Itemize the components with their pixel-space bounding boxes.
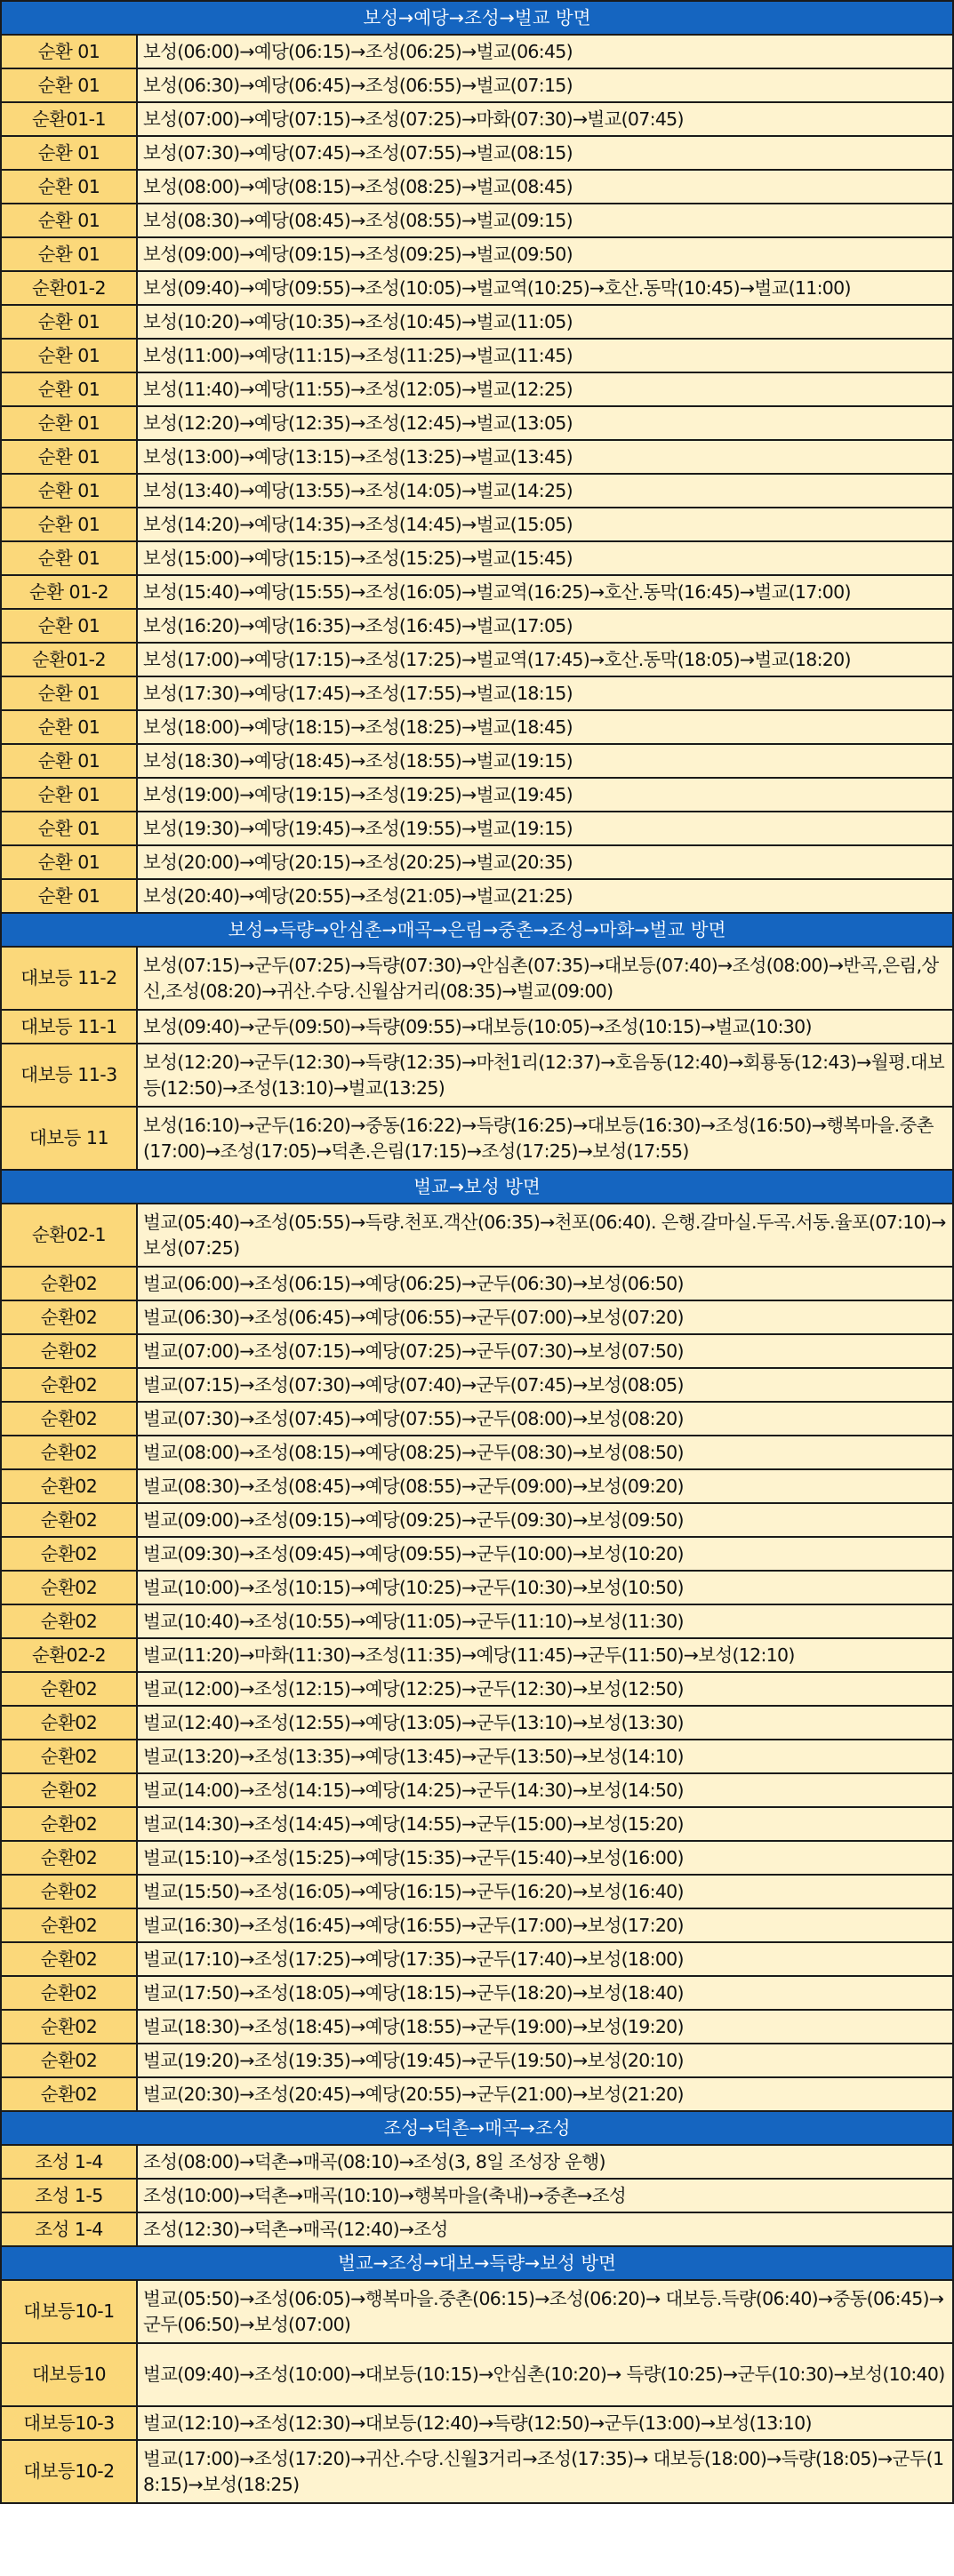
route-schedule: 보성(09:40)→예당(09:55)→조성(10:05)→벌교역(10:25)→호산.동막(10:45)→벌교(11:00)	[137, 271, 953, 305]
table-row	[1, 1740, 953, 1773]
route-name: 조성 1-4	[1, 2212, 137, 2246]
route-name: 순환 01	[1, 609, 137, 643]
route-schedule: 보성(20:00)→예당(20:15)→조성(20:25)→벌교(20:35)	[137, 845, 953, 879]
route-schedule: 벌교(14:30)→조성(14:45)→예당(14:55)→군두(15:00)→보성(15:20)	[137, 1807, 953, 1841]
route-name: 순환 01	[1, 372, 137, 406]
table-row	[1, 1204, 953, 1267]
route-schedule: 보성(20:40)→예당(20:55)→조성(21:05)→벌교(21:25)	[137, 879, 953, 913]
table-row	[1, 1267, 953, 1300]
route-name: 순환 01	[1, 440, 137, 474]
table-row	[1, 474, 953, 508]
table-row	[1, 1942, 953, 1976]
route-schedule: 보성(16:10)→군두(16:20)→중동(16:22)→득량(16:25)→대보등(16:30)→조성(16:50)→행복마을.중촌(17:00)→조성(17:05)→덕촌.은림(17:15)→조성(17:25)→보성(17:55)	[137, 1107, 953, 1170]
route-name: 대보등 11-3	[1, 1044, 137, 1107]
route-name: 순환02	[1, 1334, 137, 1368]
table-row	[1, 1571, 953, 1604]
table-row	[1, 136, 953, 170]
table-row	[1, 1638, 953, 1672]
table-row	[1, 1469, 953, 1503]
table-row	[1, 1875, 953, 1908]
route-schedule: 보성(06:00)→예당(06:15)→조성(06:25)→벌교(06:45)	[137, 35, 953, 68]
table-row	[1, 676, 953, 710]
table-row	[1, 643, 953, 676]
section-title: 벌교→조성→대보→득량→보성 방면	[1, 2246, 953, 2280]
table-row	[1, 2179, 953, 2212]
table-row	[1, 1334, 953, 1368]
table-row	[1, 1107, 953, 1170]
route-name: 순환02	[1, 1875, 137, 1908]
route-name: 순환02	[1, 1537, 137, 1571]
route-schedule: 벌교(09:00)→조성(09:15)→예당(09:25)→군두(09:30)→보성(09:50)	[137, 1503, 953, 1537]
route-schedule: 벌교(15:10)→조성(15:25)→예당(15:35)→군두(15:40)→보성(16:00)	[137, 1841, 953, 1875]
route-name: 순환 01	[1, 35, 137, 68]
section-header-row	[1, 2111, 953, 2145]
table-row	[1, 2280, 953, 2343]
route-schedule: 벌교(17:00)→조성(17:20)→귀산.수당.신월3거리→조성(17:35)→ 대보등(18:00)→득량(18:05)→군두(18:15)→보성(18:25)	[137, 2440, 953, 2503]
table-row	[1, 68, 953, 102]
timetable-body	[1, 1, 953, 2503]
route-name: 순환 01	[1, 541, 137, 575]
route-name: 순환 01	[1, 170, 137, 204]
route-schedule: 벌교(09:30)→조성(09:45)→예당(09:55)→군두(10:00)→보성(10:20)	[137, 1537, 953, 1571]
table-row	[1, 2077, 953, 2111]
route-name: 순환 01	[1, 474, 137, 508]
route-name: 순환 01	[1, 68, 137, 102]
route-name: 순환02	[1, 1942, 137, 1976]
route-schedule: 벌교(07:30)→조성(07:45)→예당(07:55)→군두(08:00)→보성(08:20)	[137, 1402, 953, 1436]
route-name: 대보등10-3	[1, 2406, 137, 2440]
table-row	[1, 609, 953, 643]
table-row	[1, 2044, 953, 2077]
route-schedule: 벌교(20:30)→조성(20:45)→예당(20:55)→군두(21:00)→보성(21:20)	[137, 2077, 953, 2111]
table-row	[1, 845, 953, 879]
route-schedule: 보성(14:20)→예당(14:35)→조성(14:45)→벌교(15:05)	[137, 508, 953, 541]
table-row	[1, 1044, 953, 1107]
table-row	[1, 2010, 953, 2044]
route-name: 순환02	[1, 1436, 137, 1469]
route-name: 대보등10-1	[1, 2280, 137, 2343]
route-name: 순환 01	[1, 744, 137, 778]
table-row	[1, 710, 953, 744]
route-name: 대보등 11-2	[1, 947, 137, 1010]
route-name: 순환01-2	[1, 643, 137, 676]
route-name: 순환02	[1, 1908, 137, 1942]
section-title: 조성→덕촌→매곡→조성	[1, 2111, 953, 2145]
route-schedule: 보성(12:20)→예당(12:35)→조성(12:45)→벌교(13:05)	[137, 406, 953, 440]
route-schedule: 보성(11:40)→예당(11:55)→조성(12:05)→벌교(12:25)	[137, 372, 953, 406]
route-name: 순환 01	[1, 305, 137, 339]
route-name: 순환02	[1, 2077, 137, 2111]
route-name: 순환02-2	[1, 1638, 137, 1672]
route-schedule: 보성(07:00)→예당(07:15)→조성(07:25)→마화(07:30)→벌교(07:45)	[137, 102, 953, 136]
table-row	[1, 812, 953, 845]
table-row	[1, 1368, 953, 1402]
route-schedule: 벌교(10:40)→조성(10:55)→예당(11:05)→군두(11:10)→보성(11:30)	[137, 1604, 953, 1638]
table-row	[1, 744, 953, 778]
route-name: 순환 01	[1, 339, 137, 372]
table-row	[1, 879, 953, 913]
table-row	[1, 2440, 953, 2503]
route-name: 순환01-2	[1, 271, 137, 305]
table-row	[1, 35, 953, 68]
route-schedule: 벌교(05:40)→조성(05:55)→득량.천포.객산(06:35)→천포(06:40). 은행.갈마실.두곡.서동.율포(07:10)→보성(07:25)	[137, 1204, 953, 1267]
route-name: 순환 01	[1, 136, 137, 170]
route-schedule: 벌교(10:00)→조성(10:15)→예당(10:25)→군두(10:30)→보성(10:50)	[137, 1571, 953, 1604]
route-name: 순환02	[1, 1706, 137, 1740]
table-row	[1, 1672, 953, 1706]
route-name: 순환02	[1, 1503, 137, 1537]
route-name: 순환 01	[1, 812, 137, 845]
route-schedule: 보성(15:00)→예당(15:15)→조성(15:25)→벌교(15:45)	[137, 541, 953, 575]
route-schedule: 보성(13:00)→예당(13:15)→조성(13:25)→벌교(13:45)	[137, 440, 953, 474]
route-schedule: 보성(16:20)→예당(16:35)→조성(16:45)→벌교(17:05)	[137, 609, 953, 643]
table-row	[1, 778, 953, 812]
section-title: 벌교→보성 방면	[1, 1170, 953, 1204]
route-name: 순환02	[1, 1672, 137, 1706]
table-row	[1, 271, 953, 305]
section-header-row	[1, 913, 953, 947]
route-schedule: 보성(17:00)→예당(17:15)→조성(17:25)→벌교역(17:45)→호산.동막(18:05)→벌교(18:20)	[137, 643, 953, 676]
table-row	[1, 339, 953, 372]
route-schedule: 보성(19:00)→예당(19:15)→조성(19:25)→벌교(19:45)	[137, 778, 953, 812]
route-name: 순환02	[1, 1740, 137, 1773]
route-schedule: 벌교(06:30)→조성(06:45)→예당(06:55)→군두(07:00)→보성(07:20)	[137, 1300, 953, 1334]
table-row	[1, 372, 953, 406]
route-schedule: 보성(08:30)→예당(08:45)→조성(08:55)→벌교(09:15)	[137, 204, 953, 237]
route-schedule: 벌교(07:00)→조성(07:15)→예당(07:25)→군두(07:30)→보성(07:50)	[137, 1334, 953, 1368]
table-row	[1, 237, 953, 271]
route-schedule: 벌교(16:30)→조성(16:45)→예당(16:55)→군두(17:00)→보성(17:20)	[137, 1908, 953, 1942]
route-name: 순환 01	[1, 508, 137, 541]
table-row	[1, 2406, 953, 2440]
route-schedule: 벌교(11:20)→마화(11:30)→조성(11:35)→예당(11:45)→군두(11:50)→보성(12:10)	[137, 1638, 953, 1672]
route-schedule: 벌교(12:10)→조성(12:30)→대보등(12:40)→득량(12:50)→군두(13:00)→보성(13:10)	[137, 2406, 953, 2440]
route-name: 순환02	[1, 1368, 137, 1402]
table-row	[1, 204, 953, 237]
route-schedule: 벌교(17:50)→조성(18:05)→예당(18:15)→군두(18:20)→보성(18:40)	[137, 1976, 953, 2010]
route-name: 대보등10-2	[1, 2440, 137, 2503]
route-name: 순환01-1	[1, 102, 137, 136]
route-name: 순환02	[1, 1300, 137, 1334]
route-name: 대보등 11-1	[1, 1010, 137, 1044]
table-row	[1, 1402, 953, 1436]
section-header-row	[1, 1, 953, 35]
route-name: 순환 01	[1, 879, 137, 913]
route-name: 순환 01	[1, 778, 137, 812]
route-schedule: 조성(08:00)→덕촌→매곡(08:10)→조성(3, 8일 조성장 운행)	[137, 2145, 953, 2179]
route-name: 순환02	[1, 1841, 137, 1875]
route-schedule: 조성(12:30)→덕촌→매곡(12:40)→조성	[137, 2212, 953, 2246]
route-schedule: 벌교(08:30)→조성(08:45)→예당(08:55)→군두(09:00)→보성(09:20)	[137, 1469, 953, 1503]
route-name: 조성 1-4	[1, 2145, 137, 2179]
route-name: 순환02	[1, 1604, 137, 1638]
route-name: 순환 01-2	[1, 575, 137, 609]
route-schedule: 조성(10:00)→덕촌→매곡(10:10)→행복마을(축내)→중촌→조성	[137, 2179, 953, 2212]
route-name: 순환02	[1, 1773, 137, 1807]
table-row	[1, 2145, 953, 2179]
route-schedule: 보성(07:30)→예당(07:45)→조성(07:55)→벌교(08:15)	[137, 136, 953, 170]
table-row	[1, 2343, 953, 2406]
table-row	[1, 1010, 953, 1044]
route-schedule: 보성(06:30)→예당(06:45)→조성(06:55)→벌교(07:15)	[137, 68, 953, 102]
route-schedule: 보성(13:40)→예당(13:55)→조성(14:05)→벌교(14:25)	[137, 474, 953, 508]
route-schedule: 벌교(18:30)→조성(18:45)→예당(18:55)→군두(19:00)→보성(19:20)	[137, 2010, 953, 2044]
route-name: 순환02-1	[1, 1204, 137, 1267]
route-schedule: 벌교(19:20)→조성(19:35)→예당(19:45)→군두(19:50)→보성(20:10)	[137, 2044, 953, 2077]
route-name: 순환02	[1, 1976, 137, 2010]
route-schedule: 벌교(17:10)→조성(17:25)→예당(17:35)→군두(17:40)→보성(18:00)	[137, 1942, 953, 1976]
route-name: 순환02	[1, 1571, 137, 1604]
route-name: 순환 01	[1, 204, 137, 237]
route-schedule: 보성(08:00)→예당(08:15)→조성(08:25)→벌교(08:45)	[137, 170, 953, 204]
route-name: 순환 01	[1, 406, 137, 440]
route-name: 순환02	[1, 1807, 137, 1841]
table-row	[1, 508, 953, 541]
route-schedule: 보성(15:40)→예당(15:55)→조성(16:05)→벌교역(16:25)→호산.동막(16:45)→벌교(17:00)	[137, 575, 953, 609]
section-title: 보성→득량→안심촌→매곡→은림→중촌→조성→마화→벌교 방면	[1, 913, 953, 947]
route-name: 순환 01	[1, 676, 137, 710]
table-row	[1, 1300, 953, 1334]
route-schedule: 보성(10:20)→예당(10:35)→조성(10:45)→벌교(11:05)	[137, 305, 953, 339]
route-name: 순환02	[1, 1267, 137, 1300]
table-row	[1, 406, 953, 440]
route-schedule: 벌교(13:20)→조성(13:35)→예당(13:45)→군두(13:50)→보성(14:10)	[137, 1740, 953, 1773]
route-schedule: 벌교(08:00)→조성(08:15)→예당(08:25)→군두(08:30)→보성(08:50)	[137, 1436, 953, 1469]
table-row	[1, 1841, 953, 1875]
route-schedule: 보성(18:30)→예당(18:45)→조성(18:55)→벌교(19:15)	[137, 744, 953, 778]
table-row	[1, 1807, 953, 1841]
section-header-row	[1, 1170, 953, 1204]
route-schedule: 보성(12:20)→군두(12:30)→득량(12:35)→마천1리(12:37)→호음동(12:40)→회룡동(12:43)→월평.대보등(12:50)→조성(13:10)→벌교(13:25)	[137, 1044, 953, 1107]
route-schedule: 벌교(06:00)→조성(06:15)→예당(06:25)→군두(06:30)→보성(06:50)	[137, 1267, 953, 1300]
route-schedule: 보성(17:30)→예당(17:45)→조성(17:55)→벌교(18:15)	[137, 676, 953, 710]
table-row	[1, 1706, 953, 1740]
table-row	[1, 1503, 953, 1537]
section-title: 보성→예당→조성→벌교 방면	[1, 1, 953, 35]
route-schedule: 보성(19:30)→예당(19:45)→조성(19:55)→벌교(19:15)	[137, 812, 953, 845]
route-name: 조성 1-5	[1, 2179, 137, 2212]
route-schedule: 벌교(09:40)→조성(10:00)→대보등(10:15)→안심촌(10:20)→ 득량(10:25)→군두(10:30)→보성(10:40)	[137, 2343, 953, 2406]
table-row	[1, 1537, 953, 1571]
route-schedule: 보성(11:00)→예당(11:15)→조성(11:25)→벌교(11:45)	[137, 339, 953, 372]
route-schedule: 보성(18:00)→예당(18:15)→조성(18:25)→벌교(18:45)	[137, 710, 953, 744]
table-row	[1, 947, 953, 1010]
table-row	[1, 440, 953, 474]
route-schedule: 보성(09:00)→예당(09:15)→조성(09:25)→벌교(09:50)	[137, 237, 953, 271]
route-schedule: 보성(09:40)→군두(09:50)→득량(09:55)→대보등(10:05)→조성(10:15)→벌교(10:30)	[137, 1010, 953, 1044]
route-schedule: 벌교(12:00)→조성(12:15)→예당(12:25)→군두(12:30)→보성(12:50)	[137, 1672, 953, 1706]
table-row	[1, 1604, 953, 1638]
table-row	[1, 541, 953, 575]
route-name: 순환02	[1, 2044, 137, 2077]
table-row	[1, 102, 953, 136]
table-row	[1, 305, 953, 339]
route-name: 대보등10	[1, 2343, 137, 2406]
section-header-row	[1, 2246, 953, 2280]
table-row	[1, 170, 953, 204]
route-schedule: 벌교(12:40)→조성(12:55)→예당(13:05)→군두(13:10)→보성(13:30)	[137, 1706, 953, 1740]
route-schedule: 벌교(07:15)→조성(07:30)→예당(07:40)→군두(07:45)→보성(08:05)	[137, 1368, 953, 1402]
route-schedule: 벌교(15:50)→조성(16:05)→예당(16:15)→군두(16:20)→보성(16:40)	[137, 1875, 953, 1908]
route-schedule: 보성(07:15)→군두(07:25)→득량(07:30)→안심촌(07:35)→대보등(07:40)→조성(08:00)→반곡,은림,상신,조성(08:20)→귀산.수당.신월삼거리(08:35)→벌교(09:00)	[137, 947, 953, 1010]
table-row	[1, 1976, 953, 2010]
route-schedule: 벌교(14:00)→조성(14:15)→예당(14:25)→군두(14:30)→보성(14:50)	[137, 1773, 953, 1807]
route-name: 대보등 11	[1, 1107, 137, 1170]
table-row	[1, 1908, 953, 1942]
table-row	[1, 1436, 953, 1469]
route-schedule: 벌교(05:50)→조성(06:05)→행복마을.중촌(06:15)→조성(06:20)→ 대보등.득량(06:40)→중동(06:45)→군두(06:50)→보성(07:00)	[137, 2280, 953, 2343]
table-row	[1, 575, 953, 609]
table-row	[1, 1773, 953, 1807]
route-name: 순환 01	[1, 710, 137, 744]
route-name: 순환 01	[1, 237, 137, 271]
route-name: 순환02	[1, 1402, 137, 1436]
table-row	[1, 2212, 953, 2246]
route-name: 순환02	[1, 2010, 137, 2044]
route-name: 순환02	[1, 1469, 137, 1503]
route-name: 순환 01	[1, 845, 137, 879]
